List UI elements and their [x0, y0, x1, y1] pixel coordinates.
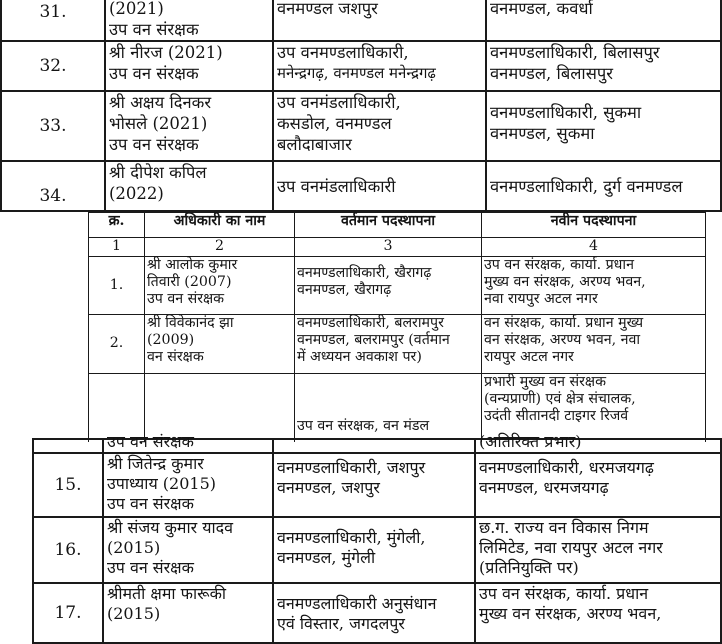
current-posting: वनमण्डलाधिकारी, मुंगेली, वनमण्डल, मुंगेली [273, 517, 475, 583]
current-posting: वनमण्डलाधिकारी, जशपुर वनमण्डल, जशपुर [273, 453, 475, 517]
row-number [33, 439, 103, 453]
posting-table-top [0, 0, 722, 212]
officer-name: श्री जितेन्द्र कुमार उपाध्याय (2015) उप वन संरक्षक [103, 453, 273, 517]
table-row [1, 161, 721, 211]
row-number: 2. [89, 315, 145, 374]
officer-name: श्री दीपेश कपिल (2022) [105, 161, 273, 211]
officer-name: श्री अक्षय दिनकर भोसले (2021) उप वन संरक्षक [105, 91, 273, 161]
current-posting [273, 439, 475, 453]
officer-name: उप वन संरक्षक [103, 439, 273, 453]
posting-table-middle [88, 212, 706, 444]
row-number: 33. [1, 91, 105, 161]
header-serial: क्र. [89, 213, 145, 238]
table-row [1, 0, 721, 41]
current-posting: उप वनमंडलाधिकारी, कसडोल, वनमण्डल बलौदाबाजार [273, 91, 486, 161]
row-number: 16. [33, 517, 103, 583]
row-number: 31. [1, 0, 105, 41]
table-row [33, 583, 721, 643]
header-current-posting: वर्तमान पदस्थापना [295, 213, 482, 238]
middle-table-clipping [88, 212, 705, 434]
bottom-table-clipping [0, 432, 720, 641]
officer-name: श्रीमती क्षमा फारूकी (2015) [103, 583, 273, 643]
current-posting: उप वनमंडलाधिकारी [273, 161, 486, 211]
officer-name: श्री विवेकानंद झा (2009) वन संरक्षक [145, 315, 295, 374]
column-number-row [89, 238, 706, 257]
table-row [33, 439, 721, 453]
column-number: 3 [295, 238, 482, 257]
new-posting: उप वन संरक्षक, कार्या. प्रधान मुख्य वन संरक्षक, अरण्य भवन, नवा रायपुर अटल नगर [482, 257, 706, 315]
new-posting: वनमण्डलाधिकारी, धरमजयगढ़ वनमण्डल, धरमजयगढ़ [475, 453, 721, 517]
new-posting: (अतिरिक्त प्रभार) [475, 439, 721, 453]
current-posting: वनमण्डल जशपुर [273, 0, 486, 41]
table-row [1, 41, 721, 91]
new-posting: छ.ग. राज्य वन विकास निगम लिमिटेड, नवा रायपुर अटल नगर (प्रतिनियुक्ति पर) [475, 517, 721, 583]
officer-name: श्री नीरज (2021) उप वन संरक्षक [105, 41, 273, 91]
column-number: 2 [145, 238, 295, 257]
current-posting: उप वन संरक्षक, वन मंडल [295, 374, 482, 444]
row-number: 15. [33, 453, 103, 517]
officer-name: (2021) उप वन संरक्षक [105, 0, 273, 41]
new-posting: वन संरक्षक, कार्या. प्रधान मुख्य वन संरक्षक, अरण्य भवन, नवा रायपुर अटल नगर [482, 315, 706, 374]
table-row [89, 257, 706, 315]
header-new-posting: नवीन पदस्थापना [482, 213, 706, 238]
new-posting: प्रभारी मुख्य वन संरक्षक (वन्यप्राणी) एवं क्षेत्र संचालक, उदंती सीतानदी टाइगर रिजर्व [482, 374, 706, 444]
table-row [33, 517, 721, 583]
column-number: 4 [482, 238, 706, 257]
row-number: 1. [89, 257, 145, 315]
header-officer-name: अधिकारी का नाम [145, 213, 295, 238]
row-number: 17. [33, 583, 103, 643]
row-number: 34. [1, 161, 105, 211]
officer-name: श्री आलोक कुमार तिवारी (2007) उप वन संरक्षक [145, 257, 295, 315]
new-posting: वनमण्डलाधिकारी, दुर्ग वनमण्डल [486, 161, 721, 211]
table-row [1, 91, 721, 161]
posting-table-bottom [32, 432, 722, 644]
new-posting: वनमण्डल, कवर्धा [486, 0, 721, 41]
top-table-clipping [0, 0, 720, 206]
column-number: 1 [89, 238, 145, 257]
new-posting: उप वन संरक्षक, कार्या. प्रधान मुख्य वन संरक्षक, अरण्य भवन, [475, 583, 721, 643]
current-posting: वनमण्डलाधिकारी, खैरागढ़ वनमण्डल, खैरागढ़ [295, 257, 482, 315]
current-posting: उप वनमण्डलाधिकारी, मनेन्द्रगढ़, वनमण्डल मनेन्द्रगढ़ [273, 41, 486, 91]
new-posting: वनमण्डलाधिकारी, सुकमा वनमण्डल, सुकमा [486, 91, 721, 161]
table-header-row [89, 213, 706, 238]
table-row [89, 315, 706, 374]
table-row [33, 453, 721, 517]
row-number: 32. [1, 41, 105, 91]
new-posting: वनमण्डलाधिकारी, बिलासपुर वनमण्डल, बिलासपुर [486, 41, 721, 91]
officer-name: श्री संजय कुमार यादव (2015) उप वन संरक्षक [103, 517, 273, 583]
current-posting: वनमण्डलाधिकारी अनुसंधान एवं विस्तार, जगदलपुर [273, 583, 475, 643]
current-posting: वनमण्डलाधिकारी, बलरामपुर वनमण्डल, बलरामपुर (वर्तमान में अध्ययन अवकाश पर) [295, 315, 482, 374]
